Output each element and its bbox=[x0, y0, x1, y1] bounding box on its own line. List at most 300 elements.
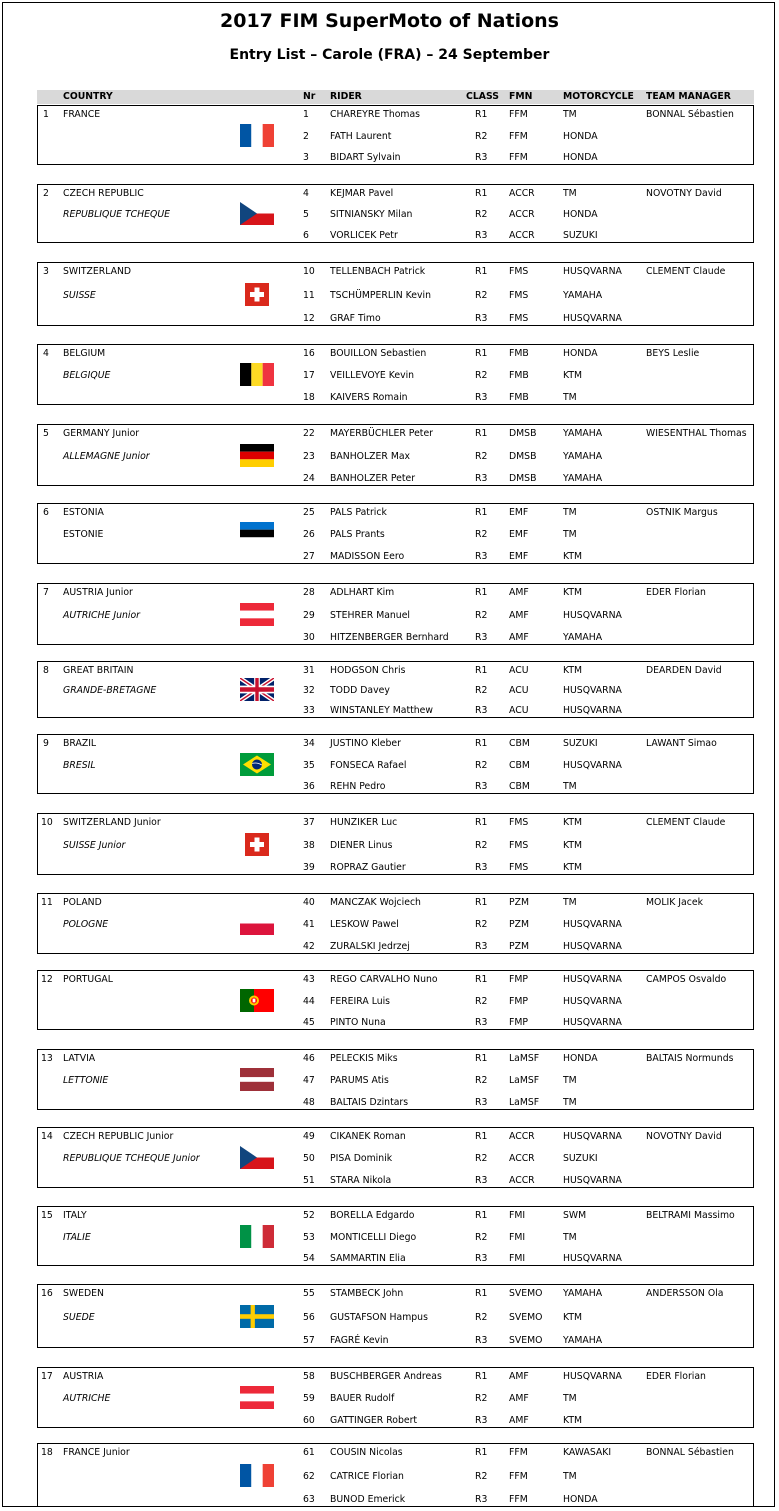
rider-row bbox=[38, 996, 753, 1007]
rider-name: CIKANEK Roman bbox=[330, 1131, 406, 1142]
rider-fmn: FFM bbox=[509, 109, 528, 120]
country-name: BELGIUM bbox=[63, 348, 106, 359]
rider-fmn: FMS bbox=[509, 839, 529, 851]
rider-name: HUNZIKER Luc bbox=[330, 817, 398, 828]
rider-name: STAMBECK John bbox=[330, 1288, 404, 1299]
team-manager: DEARDEN David bbox=[646, 665, 722, 676]
rider-class: R1 bbox=[475, 738, 488, 749]
country-name-french: REPUBLIQUE TCHEQUE Junior bbox=[63, 1153, 200, 1164]
country-name: GERMANY Junior bbox=[63, 428, 140, 439]
rider-fmn: FMS bbox=[509, 817, 529, 828]
team-manager: BALTAIS Normunds bbox=[646, 1053, 734, 1064]
rider-class: R2 bbox=[475, 289, 488, 301]
rider-fmn: DMSB bbox=[509, 473, 537, 484]
rider-name: KEJMAR Pavel bbox=[330, 188, 394, 199]
rider-number: 34 bbox=[303, 738, 315, 749]
country-name-french: ALLEMAGNE Junior bbox=[63, 450, 150, 462]
rider-name: PALS Patrick bbox=[330, 507, 387, 518]
rider-number: 12 bbox=[303, 313, 315, 324]
rider-fmn: SVEMO bbox=[509, 1335, 543, 1346]
rider-fmn: PZM bbox=[509, 897, 529, 908]
rider-class: R2 bbox=[475, 1470, 488, 1482]
rider-motorcycle: HUSQVARNA bbox=[563, 1253, 622, 1264]
rider-motorcycle: HONDA bbox=[563, 152, 598, 163]
rider-row bbox=[38, 109, 753, 120]
rider-motorcycle: HUSQVARNA bbox=[563, 995, 622, 1007]
rider-number: 55 bbox=[303, 1288, 315, 1299]
country-name-french: BELGIQUE bbox=[63, 370, 111, 381]
team-position: 8 bbox=[43, 665, 49, 676]
team-entry bbox=[37, 893, 754, 954]
rider-number: 63 bbox=[303, 1494, 315, 1505]
rider-motorcycle: HUSQVARNA bbox=[563, 685, 622, 696]
rider-row bbox=[38, 348, 753, 359]
rider-row bbox=[38, 685, 753, 696]
rider-name: ADLHART Kim bbox=[330, 587, 395, 598]
header-team-manager: TEAM MANAGER bbox=[646, 91, 731, 102]
rider-motorcycle: HONDA bbox=[563, 209, 598, 220]
rider-row bbox=[38, 1393, 753, 1404]
rider-number: 58 bbox=[303, 1371, 315, 1382]
rider-class: R2 bbox=[475, 1075, 488, 1086]
rider-class: R2 bbox=[475, 759, 488, 771]
team-manager: OSTNIK Margus bbox=[646, 507, 718, 518]
rider-name: PINTO Nuna bbox=[330, 1017, 386, 1028]
rider-number: 23 bbox=[303, 450, 315, 462]
rider-class: R2 bbox=[475, 919, 488, 930]
rider-fmn: CBM bbox=[509, 738, 530, 749]
rider-motorcycle: KTM bbox=[563, 839, 583, 851]
rider-row bbox=[38, 587, 753, 598]
rider-row bbox=[38, 152, 753, 163]
rider-class: R2 bbox=[475, 839, 488, 851]
rider-fmn: FMI bbox=[509, 1231, 526, 1243]
rider-name: BALTAIS Dzintars bbox=[330, 1097, 409, 1108]
team-position: 1 bbox=[43, 109, 49, 120]
rider-row bbox=[38, 1494, 753, 1505]
rider-class: R1 bbox=[475, 109, 488, 120]
country-name: CZECH REPUBLIC bbox=[63, 188, 144, 199]
rider-row bbox=[38, 781, 753, 792]
rider-class: R3 bbox=[475, 1017, 488, 1028]
rider-fmn: FFM bbox=[509, 1470, 528, 1482]
rider-row bbox=[38, 1415, 753, 1426]
rider-row bbox=[38, 266, 753, 277]
rider-number: 27 bbox=[303, 551, 315, 562]
team-manager: EDER Florian bbox=[646, 1371, 706, 1382]
rider-row bbox=[38, 392, 753, 403]
rider-name: FONSECA Rafael bbox=[330, 759, 407, 771]
rider-number: 33 bbox=[303, 705, 315, 716]
rider-motorcycle: YAMAHA bbox=[563, 632, 603, 643]
rider-name: GRAF Timo bbox=[330, 313, 381, 324]
team-position: 13 bbox=[41, 1053, 53, 1064]
team-position: 16 bbox=[41, 1288, 53, 1299]
country-name-french: SUISSE Junior bbox=[63, 839, 126, 851]
rider-name: BAUER Rudolf bbox=[330, 1393, 395, 1404]
team-position: 9 bbox=[43, 738, 49, 749]
rider-row bbox=[38, 1017, 753, 1028]
rider-name: CHAREYRE Thomas bbox=[330, 109, 420, 120]
rider-name: ROPRAZ Gautier bbox=[330, 862, 406, 873]
rider-number: 4 bbox=[303, 188, 309, 199]
rider-fmn: FFM bbox=[509, 130, 528, 142]
rider-motorcycle: HUSQVARNA bbox=[563, 919, 622, 930]
team-manager: CLEMENT Claude bbox=[646, 266, 726, 277]
rider-class: R1 bbox=[475, 348, 488, 359]
rider-row bbox=[38, 760, 753, 771]
rider-row bbox=[38, 313, 753, 324]
rider-class: R3 bbox=[475, 152, 488, 163]
team-entry bbox=[37, 1206, 754, 1266]
rider-motorcycle: TM bbox=[563, 1393, 577, 1404]
rider-fmn: FMB bbox=[509, 370, 529, 381]
rider-fmn: EMF bbox=[509, 551, 529, 562]
rider-motorcycle: KTM bbox=[563, 862, 583, 873]
rider-class: R2 bbox=[475, 995, 488, 1007]
rider-name: PELECKIS Miks bbox=[330, 1053, 398, 1064]
rider-number: 10 bbox=[303, 266, 315, 277]
rider-fmn: EMF bbox=[509, 529, 529, 540]
rider-fmn: AMF bbox=[509, 1415, 529, 1426]
rider-name: FATH Laurent bbox=[330, 130, 392, 142]
rider-number: 43 bbox=[303, 974, 315, 985]
rider-motorcycle: HUSQVARNA bbox=[563, 313, 622, 324]
rider-number: 61 bbox=[303, 1447, 315, 1458]
rider-class: R3 bbox=[475, 1415, 488, 1426]
country-name-french: SUEDE bbox=[63, 1311, 95, 1323]
rider-row bbox=[38, 941, 753, 952]
rider-number: 31 bbox=[303, 665, 315, 676]
rider-motorcycle: YAMAHA bbox=[563, 428, 603, 439]
rider-name: PALS Prants bbox=[330, 529, 385, 540]
rider-number: 24 bbox=[303, 473, 315, 484]
rider-fmn: FMB bbox=[509, 348, 529, 359]
rider-class: R3 bbox=[475, 862, 488, 873]
rider-class: R1 bbox=[475, 188, 488, 199]
rider-name: BANHOLZER Peter bbox=[330, 473, 416, 484]
team-entry bbox=[37, 661, 754, 718]
team-position: 4 bbox=[43, 348, 49, 359]
rider-row bbox=[38, 665, 753, 676]
rider-motorcycle: YAMAHA bbox=[563, 289, 603, 301]
rider-motorcycle: SWM bbox=[563, 1210, 587, 1221]
rider-fmn: FMS bbox=[509, 266, 529, 277]
rider-row bbox=[38, 1053, 753, 1064]
rider-class: R2 bbox=[475, 450, 488, 462]
team-manager: MOLIK Jacek bbox=[646, 897, 703, 908]
rider-number: 32 bbox=[303, 685, 315, 696]
rider-motorcycle: SUZUKI bbox=[563, 230, 598, 241]
rider-class: R2 bbox=[475, 1393, 488, 1404]
rider-number: 60 bbox=[303, 1415, 315, 1426]
rider-name: VEILLEVOYE Kevin bbox=[330, 370, 415, 381]
rider-motorcycle: HUSQVARNA bbox=[563, 266, 622, 277]
rider-class: R3 bbox=[475, 781, 488, 792]
rider-row bbox=[38, 1312, 753, 1323]
team-position: 12 bbox=[41, 974, 53, 985]
country-name: GREAT BRITAIN bbox=[63, 665, 134, 676]
rider-name: FAGRÉ Kevin bbox=[330, 1335, 389, 1346]
rider-class: R2 bbox=[475, 529, 488, 540]
team-entry bbox=[37, 1127, 754, 1188]
rider-name: MADISSON Eero bbox=[330, 551, 405, 562]
rider-row bbox=[38, 451, 753, 462]
team-position: 15 bbox=[41, 1210, 53, 1221]
team-position: 18 bbox=[41, 1447, 53, 1458]
rider-fmn: PZM bbox=[509, 919, 529, 930]
rider-motorcycle: HUSQVARNA bbox=[563, 759, 622, 771]
rider-class: R1 bbox=[475, 1053, 488, 1064]
rider-fmn: FMP bbox=[509, 995, 528, 1007]
rider-motorcycle: HUSQVARNA bbox=[563, 1131, 622, 1142]
rider-name: MONTICELLI Diego bbox=[330, 1231, 417, 1243]
rider-motorcycle: TM bbox=[563, 109, 577, 120]
rider-motorcycle: TM bbox=[563, 897, 577, 908]
team-entry bbox=[37, 970, 754, 1030]
team-entry bbox=[37, 1367, 754, 1428]
rider-row bbox=[38, 507, 753, 518]
rider-fmn: DMSB bbox=[509, 428, 537, 439]
team-entry bbox=[37, 503, 754, 564]
rider-row bbox=[38, 1335, 753, 1346]
rider-row bbox=[38, 1131, 753, 1142]
rider-class: R2 bbox=[475, 370, 488, 381]
header-motorcycle: MOTORCYCLE bbox=[563, 91, 634, 102]
team-manager: CAMPOS Osvaldo bbox=[646, 974, 727, 985]
rider-number: 3 bbox=[303, 152, 309, 163]
team-entry bbox=[37, 1443, 754, 1507]
team-manager: NOVOTNY David bbox=[646, 188, 722, 199]
rider-number: 45 bbox=[303, 1017, 315, 1028]
rider-class: R1 bbox=[475, 817, 488, 828]
rider-row bbox=[38, 370, 753, 381]
rider-number: 29 bbox=[303, 609, 315, 621]
team-position: 10 bbox=[41, 817, 53, 828]
country-name: LATVIA bbox=[63, 1053, 96, 1064]
rider-number: 39 bbox=[303, 862, 315, 873]
rider-row bbox=[38, 529, 753, 540]
rider-motorcycle: HUSQVARNA bbox=[563, 1017, 622, 1028]
rider-number: 37 bbox=[303, 817, 315, 828]
rider-class: R3 bbox=[475, 1097, 488, 1108]
rider-name: PARUMS Atis bbox=[330, 1075, 389, 1086]
rider-fmn: PZM bbox=[509, 941, 529, 952]
rider-name: PISA Dominik bbox=[330, 1153, 393, 1164]
country-name: PORTUGAL bbox=[63, 974, 113, 985]
rider-fmn: FMI bbox=[509, 1210, 526, 1221]
rider-motorcycle: TM bbox=[563, 529, 577, 540]
rider-motorcycle: SUZUKI bbox=[563, 1153, 598, 1164]
team-entry bbox=[37, 424, 754, 486]
country-name: POLAND bbox=[63, 897, 102, 908]
country-name: FRANCE bbox=[63, 109, 101, 120]
rider-number: 42 bbox=[303, 941, 315, 952]
rider-fmn: ACU bbox=[509, 705, 529, 716]
country-name-french: AUTRICHE Junior bbox=[63, 609, 140, 621]
rider-number: 46 bbox=[303, 1053, 315, 1064]
rider-fmn: ACCR bbox=[509, 1131, 535, 1142]
team-manager: LAWANT Simao bbox=[646, 738, 717, 749]
rider-name: ZURALSKI Jedrzej bbox=[330, 941, 410, 952]
rider-fmn: ACU bbox=[509, 665, 529, 676]
rider-name: TSCHÜMPERLIN Kevin bbox=[330, 289, 431, 301]
header-fmn: FMN bbox=[509, 91, 533, 102]
team-manager: BONNAL Sébastien bbox=[646, 1447, 734, 1458]
rider-row bbox=[38, 817, 753, 828]
rider-motorcycle: SUZUKI bbox=[563, 738, 598, 749]
country-name-french: SUISSE bbox=[63, 289, 96, 301]
rider-fmn: AMF bbox=[509, 1393, 529, 1404]
rider-class: R2 bbox=[475, 1231, 488, 1243]
rider-name: KAIVERS Romain bbox=[330, 392, 408, 403]
rider-number: 48 bbox=[303, 1097, 315, 1108]
rider-fmn: LaMSF bbox=[509, 1075, 540, 1086]
country-name-french: REPUBLIQUE TCHEQUE bbox=[63, 209, 171, 220]
header-rider: RIDER bbox=[330, 91, 362, 102]
rider-row bbox=[38, 1232, 753, 1243]
rider-motorcycle: YAMAHA bbox=[563, 450, 603, 462]
country-name-french: ITALIE bbox=[63, 1231, 91, 1243]
rider-row bbox=[38, 738, 753, 749]
rider-row bbox=[38, 632, 753, 643]
rider-number: 50 bbox=[303, 1153, 315, 1164]
rider-number: 44 bbox=[303, 995, 315, 1007]
rider-class: R3 bbox=[475, 392, 488, 403]
rider-row bbox=[38, 1371, 753, 1382]
rider-name: BOUILLON Sebastien bbox=[330, 348, 427, 359]
rider-row bbox=[38, 1471, 753, 1482]
rider-number: 59 bbox=[303, 1393, 315, 1404]
rider-name: BORELLA Edgardo bbox=[330, 1210, 415, 1221]
rider-class: R1 bbox=[475, 665, 488, 676]
rider-name: WINSTANLEY Matthew bbox=[330, 705, 433, 716]
rider-row bbox=[38, 862, 753, 873]
rider-number: 47 bbox=[303, 1075, 315, 1086]
rider-name: MANCZAK Wojciech bbox=[330, 897, 421, 908]
rider-motorcycle: HONDA bbox=[563, 130, 598, 142]
rider-class: R1 bbox=[475, 1447, 488, 1458]
rider-row bbox=[38, 1175, 753, 1186]
team-position: 5 bbox=[43, 428, 49, 439]
rider-fmn: FMB bbox=[509, 392, 529, 403]
rider-number: 57 bbox=[303, 1335, 315, 1346]
rider-class: R1 bbox=[475, 266, 488, 277]
rider-fmn: ACCR bbox=[509, 209, 535, 220]
team-manager: WIESENTHAL Thomas bbox=[646, 428, 747, 439]
country-name-french: POLOGNE bbox=[63, 919, 109, 930]
rider-class: R1 bbox=[475, 897, 488, 908]
rider-motorcycle: TM bbox=[563, 1097, 577, 1108]
rider-fmn: DMSB bbox=[509, 450, 537, 462]
rider-name: STEHRER Manuel bbox=[330, 609, 410, 621]
country-name: ITALY bbox=[63, 1210, 87, 1221]
rider-class: R3 bbox=[475, 1253, 488, 1264]
team-manager: BELTRAMI Massimo bbox=[646, 1210, 735, 1221]
rider-motorcycle: HUSQVARNA bbox=[563, 974, 622, 985]
page-subtitle: Entry List – Carole (FRA) – 24 September bbox=[229, 47, 550, 63]
header-nr: Nr bbox=[303, 91, 316, 102]
rider-motorcycle: TM bbox=[563, 1075, 577, 1086]
rider-class: R1 bbox=[475, 587, 488, 598]
rider-row bbox=[38, 188, 753, 199]
team-position: 3 bbox=[43, 266, 49, 277]
rider-fmn: FFM bbox=[509, 1494, 528, 1505]
country-name-french: ESTONIE bbox=[63, 529, 104, 540]
country-name-french: LETTONIE bbox=[63, 1075, 109, 1086]
rider-motorcycle: HUSQVARNA bbox=[563, 705, 622, 716]
team-position: 11 bbox=[41, 897, 53, 908]
team-entry bbox=[37, 184, 754, 243]
rider-fmn: AMF bbox=[509, 632, 529, 643]
rider-motorcycle: KAWASAKI bbox=[563, 1447, 612, 1458]
team-entry bbox=[37, 262, 754, 326]
rider-name: HODGSON Chris bbox=[330, 665, 406, 676]
rider-class: R1 bbox=[475, 428, 488, 439]
rider-row bbox=[38, 290, 753, 301]
rider-class: R1 bbox=[475, 1210, 488, 1221]
rider-number: 17 bbox=[303, 370, 315, 381]
header-class: CLASS bbox=[466, 91, 499, 102]
team-manager: NOVOTNY David bbox=[646, 1131, 722, 1142]
rider-class: R2 bbox=[475, 609, 488, 621]
header-country: COUNTRY bbox=[63, 91, 113, 102]
country-name: SWEDEN bbox=[63, 1288, 104, 1299]
rider-class: R3 bbox=[475, 473, 488, 484]
rider-row bbox=[38, 131, 753, 142]
rider-row bbox=[38, 428, 753, 439]
rider-name: MAYERBÜCHLER Peter bbox=[330, 428, 433, 439]
rider-class: R3 bbox=[475, 941, 488, 952]
rider-fmn: FMS bbox=[509, 862, 529, 873]
rider-class: R3 bbox=[475, 1494, 488, 1505]
rider-fmn: EMF bbox=[509, 507, 529, 518]
rider-row bbox=[38, 551, 753, 562]
rider-row bbox=[38, 705, 753, 716]
team-entry bbox=[37, 813, 754, 875]
team-manager: BEYS Leslie bbox=[646, 348, 700, 359]
rider-class: R3 bbox=[475, 1335, 488, 1346]
rider-motorcycle: YAMAHA bbox=[563, 473, 603, 484]
rider-row bbox=[38, 1210, 753, 1221]
rider-row bbox=[38, 1447, 753, 1458]
rider-fmn: CBM bbox=[509, 781, 530, 792]
rider-number: 1 bbox=[303, 109, 309, 120]
rider-number: 18 bbox=[303, 392, 315, 403]
rider-motorcycle: HUSQVARNA bbox=[563, 1175, 622, 1186]
country-name-french: BRESIL bbox=[63, 759, 96, 771]
team-position: 17 bbox=[41, 1371, 53, 1382]
rider-class: R1 bbox=[475, 974, 488, 985]
rider-motorcycle: TM bbox=[563, 392, 577, 403]
rider-name: REGO CARVALHO Nuno bbox=[330, 974, 438, 985]
rider-name: BIDART Sylvain bbox=[330, 152, 401, 163]
rider-motorcycle: KTM bbox=[563, 1415, 583, 1426]
rider-motorcycle: TM bbox=[563, 1470, 577, 1482]
rider-motorcycle: KTM bbox=[563, 551, 583, 562]
rider-fmn: FFM bbox=[509, 152, 528, 163]
country-name: BRAZIL bbox=[63, 738, 97, 749]
rider-number: 40 bbox=[303, 897, 315, 908]
rider-number: 35 bbox=[303, 759, 315, 771]
rider-fmn: ACCR bbox=[509, 188, 535, 199]
rider-row bbox=[38, 897, 753, 908]
rider-number: 54 bbox=[303, 1253, 315, 1264]
rider-name: SAMMARTIN Elia bbox=[330, 1253, 406, 1264]
country-name: CZECH REPUBLIC Junior bbox=[63, 1131, 174, 1142]
rider-number: 38 bbox=[303, 839, 315, 851]
rider-fmn: FMP bbox=[509, 974, 528, 985]
